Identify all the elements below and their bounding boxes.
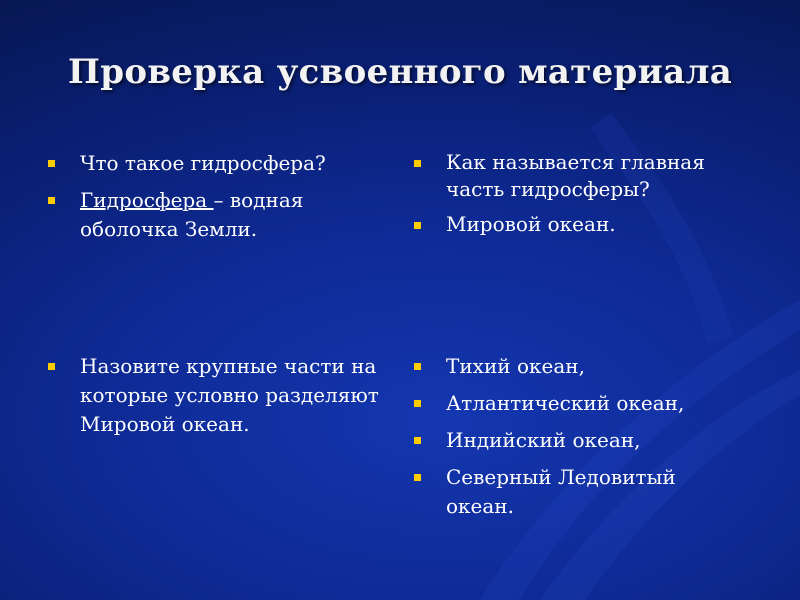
list-item (412, 352, 742, 381)
square-bullet-icon (48, 197, 55, 204)
square-bullet-icon (414, 222, 421, 229)
answer-block-oceans (412, 352, 742, 529)
square-bullet-icon (414, 363, 421, 370)
list-item (412, 389, 742, 418)
list-item (412, 426, 742, 455)
answer-text: Атлантический океан, (446, 391, 685, 415)
answer-text: Индийский океан, (446, 428, 641, 452)
square-bullet-icon (414, 474, 421, 481)
list-item (412, 211, 742, 238)
list-item (46, 352, 396, 439)
square-bullet-icon (414, 400, 421, 407)
question-text: Назовите крупные части на которые условно разделяют Мировой океан. (80, 354, 379, 436)
question-text: Что такое гидросфера? (80, 151, 326, 175)
answer-text: Северный Ледовитый океан. (446, 465, 676, 518)
square-bullet-icon (414, 160, 421, 167)
question-block-hydrosphere (46, 149, 386, 252)
question-block-ocean-parts (46, 352, 396, 447)
question-block-main-part (412, 149, 742, 246)
list-item (412, 149, 742, 203)
list-item (412, 463, 742, 521)
answer-term: Гидросфера (80, 188, 214, 212)
question-text: Как называется главная часть гидросферы? (446, 150, 705, 201)
answer-text: Мировой океан. (446, 212, 616, 236)
slide-title: Проверка усвоенного материала (67, 52, 733, 92)
square-bullet-icon (48, 363, 55, 370)
list-item (46, 186, 386, 244)
square-bullet-icon (414, 437, 421, 444)
list-item (46, 149, 386, 178)
square-bullet-icon (48, 160, 55, 167)
answer-text: – водная оболочка Земли. (80, 188, 304, 241)
answer-text: Тихий океан, (446, 354, 585, 378)
